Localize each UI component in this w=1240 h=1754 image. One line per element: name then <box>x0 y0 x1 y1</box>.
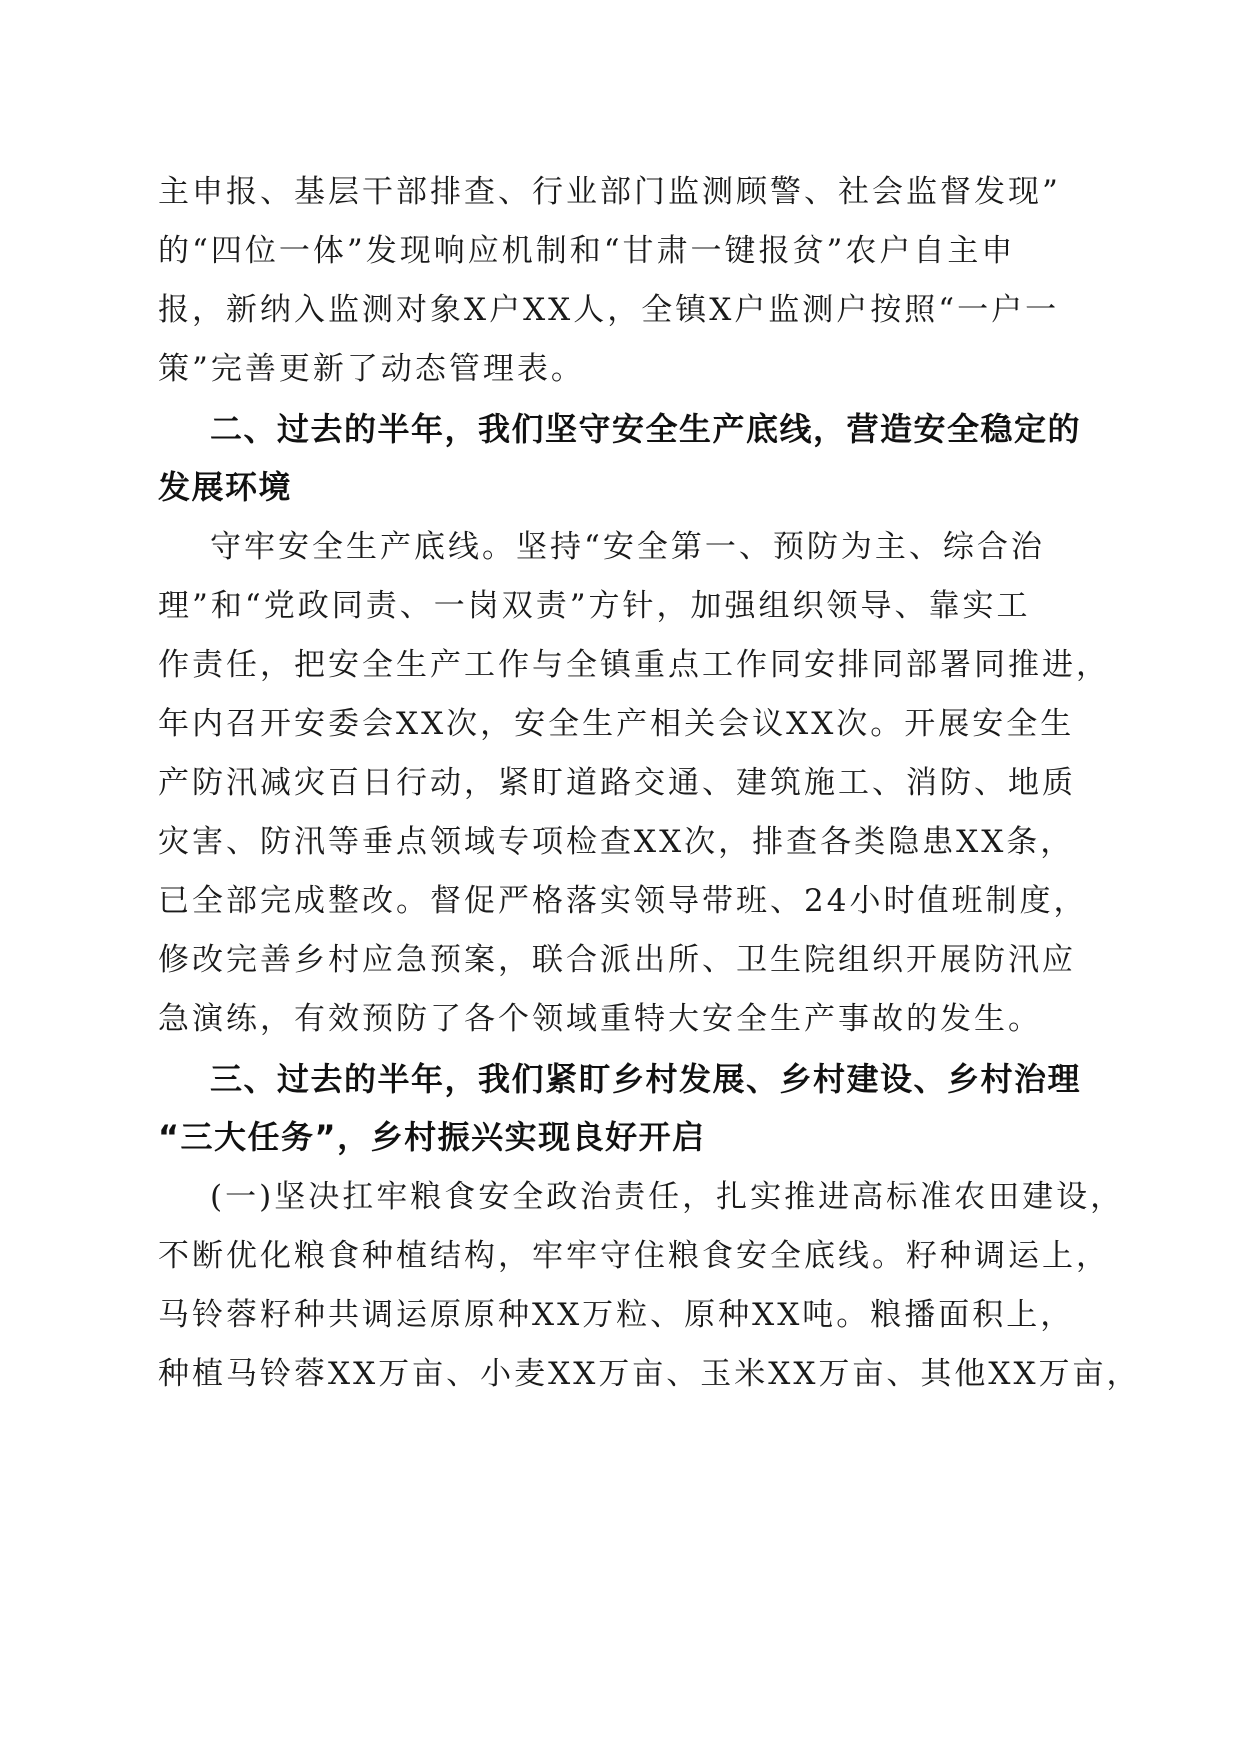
body-line: 守牢安全生产底线。坚持“安全第一、预防为主、综合治 <box>210 529 1045 565</box>
body-line: 策”完善更新了动态管理表。 <box>158 351 585 387</box>
body-line: 灾害、防汛等垂点领域专项检查XX次，排查各类隐患XX条， <box>158 824 1075 860</box>
body-line: 年内召开安委会XX次，安全生产相关会议XX次。开展安全生 <box>158 706 1075 742</box>
body-line: 作责任，把安全生产工作与全镇重点工作同安排同部署同推进， <box>158 647 1110 683</box>
body-line: 已全部完成整改。督促严格落实领导带班、24小时值班制度， <box>158 883 1088 919</box>
section-heading: 发展环境 <box>158 468 293 506</box>
section-heading: 三、过去的半年，我们紧盯乡村发展、乡村建设、乡村治理 <box>210 1060 1082 1098</box>
body-line: (一)坚决扛牢粮食安全政治责任，扎实推进高标准农田建设， <box>210 1179 1125 1215</box>
body-line: 的“四位一体”发现响应机制和“甘肃一键报贫”农户自主申 <box>158 233 1016 269</box>
section-heading: “三大任务”，乡村振兴实现良好开启 <box>158 1118 706 1156</box>
body-line: 产防汛减灾百日行动，紧盯道路交通、建筑施工、消防、地质 <box>158 765 1076 801</box>
body-line: 修改完善乡村应急预案，联合派出所、卫生院组织开展防汛应 <box>158 942 1076 978</box>
body-line: 急演练，有效预防了各个领域重特大安全生产事故的发生。 <box>158 1001 1042 1037</box>
body-line: 主申报、基层干部排查、行业部门监测顾警、社会监督发现” <box>158 174 1061 210</box>
body-line: 不断优化粮食种植结构，牢牢守住粮食安全底线。籽种调运上， <box>158 1238 1110 1274</box>
body-line: 种植马铃蓉XX万亩、小麦XX万亩、玉米XX万亩、其他XX万亩， <box>158 1356 1141 1392</box>
body-line: 马铃蓉籽种共调运原原种XX万粒、原种XX吨。粮播面积上， <box>158 1297 1075 1333</box>
section-heading: 二、过去的半年，我们坚守安全生产底线，营造安全稳定的 <box>210 410 1082 448</box>
body-line: 理”和“党政同责、一岗双责”方针，加强组织领导、靠实工 <box>158 588 1031 624</box>
body-line: 报，新纳入监测对象X户XX人，全镇X户监测户按照“一户一 <box>158 292 1060 328</box>
